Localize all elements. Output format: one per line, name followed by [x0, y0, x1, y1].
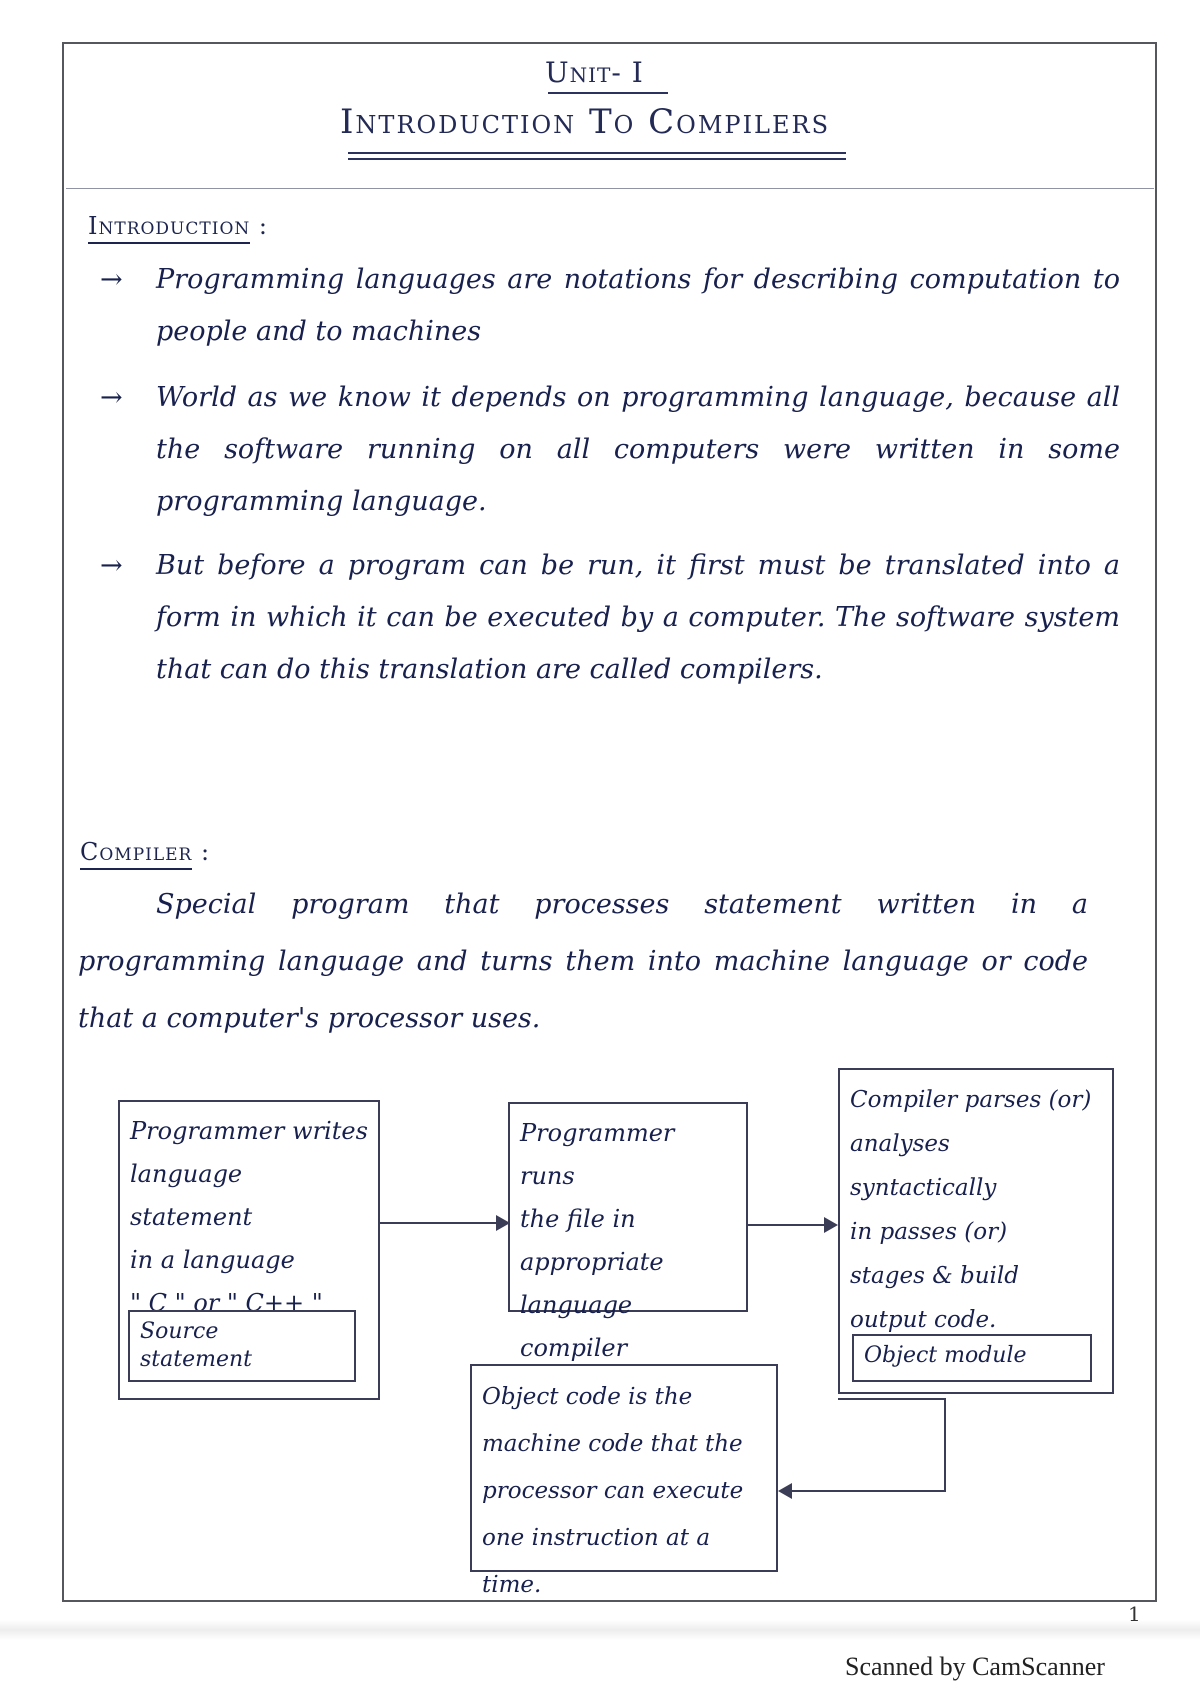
diagram-box-object-code: [470, 1364, 778, 1598]
source-statement-box: [128, 1310, 356, 1382]
box1-line: in a language: [130, 1246, 295, 1274]
box2-line: the file in: [520, 1205, 636, 1233]
introduction-heading-colon: :: [258, 212, 268, 240]
bullet-3-text: But before a program can be run, it first must be translated into a form in which it can be executed by a computer. The software system that can do this translation are called compilers.: [156, 550, 1120, 685]
arrow-left-icon: [778, 1483, 792, 1499]
bullet-2: [100, 372, 1120, 528]
bullet-1-text: Programming languages are notations for describing computation to people and to machines: [156, 264, 1120, 347]
compiler-heading-text: Compiler: [80, 838, 192, 870]
title-underline-second: [348, 158, 846, 160]
box3-line: output code.: [850, 1307, 997, 1333]
box4-line: machine code that the: [482, 1431, 743, 1457]
object-module-label: Object module: [864, 1343, 1027, 1368]
scan-edge-shadow: [0, 1620, 1200, 1640]
box1-line: Programmer writes: [130, 1117, 368, 1145]
connector-vertical-line: [944, 1398, 946, 1490]
box1-line: language statement: [130, 1160, 253, 1231]
bullet-3: [100, 540, 1120, 696]
compiler-heading-colon: :: [201, 838, 211, 866]
box3-line: analyses syntactically: [850, 1131, 997, 1201]
bullet-2-text: World as we know it depends on programming language, because all the software running on all computers were written in some programming language.: [156, 382, 1120, 517]
box4-line: Object code is the: [482, 1384, 693, 1410]
title-underline: [348, 152, 846, 154]
page-title: Introduction To Compilers: [340, 102, 831, 142]
introduction-heading-text: Introduction: [88, 212, 250, 244]
box3-line: Compiler parses (or): [850, 1087, 1092, 1113]
diagram-box-programmer-runs: [508, 1102, 748, 1362]
source-statement-line: Source: [140, 1319, 219, 1344]
box2-line: language compiler: [520, 1291, 633, 1362]
box2-line: Programmer runs: [520, 1119, 675, 1190]
arrow-icon: →: [100, 550, 123, 581]
arrow-line-1: [380, 1222, 504, 1224]
arrow-line-2: [748, 1224, 830, 1226]
box1-line: " C " or " C++ ": [130, 1289, 323, 1317]
box4-line: processor can execute: [482, 1478, 744, 1504]
compiler-definition: Special program that processes statement written in a programming language and turns them into machine language or code that a computer's processor uses.: [78, 889, 1088, 1034]
unit-label: Unit- I: [545, 56, 644, 89]
box2-line: appropriate: [520, 1248, 664, 1276]
scanner-watermark: Scanned by CamScanner: [845, 1652, 1105, 1681]
page-number: 1: [1128, 1602, 1141, 1626]
arrow-icon: →: [100, 382, 123, 413]
box3-line: in passes (or): [850, 1219, 1008, 1245]
introduction-heading: [88, 212, 268, 240]
header-divider: [66, 188, 1154, 189]
connector-line: [838, 1398, 946, 1400]
arrow-right-icon: [824, 1217, 838, 1233]
compiler-heading: [80, 838, 210, 866]
unit-underline: [548, 92, 668, 94]
box4-line: one instruction at a time.: [482, 1525, 711, 1598]
connector-bottom-line: [786, 1490, 946, 1492]
box3-line: stages & build: [850, 1263, 1019, 1289]
object-module-box: [852, 1334, 1092, 1382]
arrow-icon: →: [100, 264, 123, 295]
source-statement-line: statement: [140, 1347, 252, 1372]
bullet-1: [100, 254, 1120, 358]
